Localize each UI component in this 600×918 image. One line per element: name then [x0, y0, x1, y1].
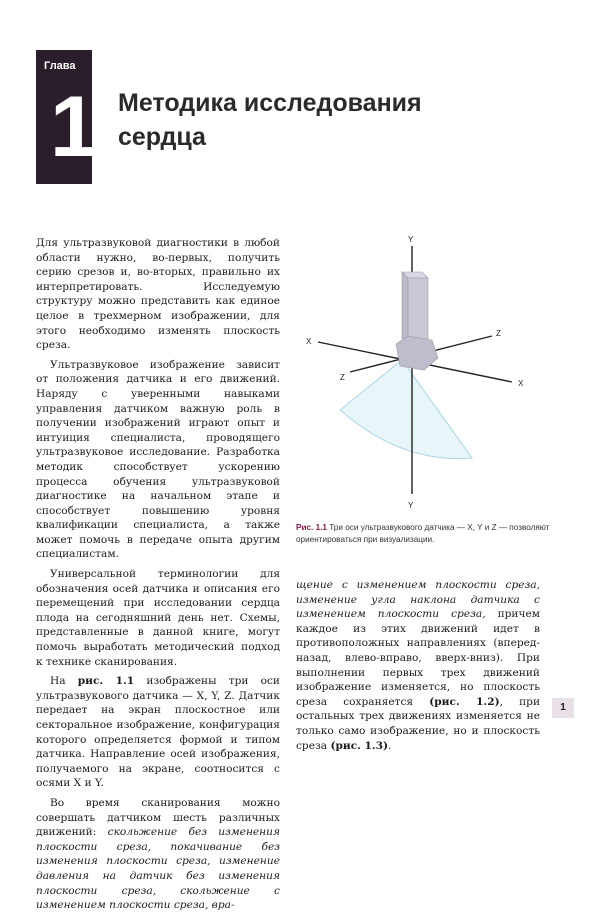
paragraph	[296, 578, 540, 753]
axis-label-y-top: Y	[408, 235, 414, 244]
beam-sector	[340, 360, 472, 459]
chapter-number: 1	[50, 79, 98, 175]
figure-ref: рис. 1.1	[77, 675, 135, 688]
chapter-title-line2: сердца	[118, 123, 206, 151]
text-run-italic: щение с изменением плоскости среза, изменение угла наклона датчика с изменением плоскости среза,	[296, 579, 540, 621]
left-column	[36, 236, 280, 918]
page-number: 1	[552, 698, 574, 718]
figure-caption	[296, 522, 552, 545]
axis-label-x-right: X	[518, 379, 524, 388]
paragraph: Универсальной терминологии для обозначения осей датчика и описания его перемещений при исследовании сердца плода на сегодняшний день нет. Схемы, представленные в данной книге, могут помочь выработать методический подход к технике сканирования.	[36, 568, 280, 668]
figure-ref: (рис. 1.2)	[429, 695, 500, 708]
probe-front	[408, 278, 428, 344]
paragraph: Для ультразвуковой диагностики в любой области нужно, во-первых, получить серию срезов и, во-вторых, правильно их интерпретировать. Исследуемую структуру можно представить как единое целое в трехмерном изображении, для этого необходимо изменять плоскость среза.	[36, 237, 280, 352]
chapter-title-line1: Методика исследования	[118, 89, 422, 117]
chapter-label: Глава	[44, 60, 76, 72]
text-run: На	[50, 675, 66, 688]
text-run: , при остальных трех движениях изменяется не только само изображение, но и плоскость среза	[296, 695, 541, 752]
probe-axes-illustration	[292, 232, 554, 514]
axis-label-y-bottom: Y	[408, 501, 414, 510]
figure-ref: (рис. 1.3)	[330, 739, 388, 752]
text-run: причем каждое из этих движений идет в противоположных направлениях (вперед-назад, влево-вправо, вверх-вниз). При выполнении первых трех движений изображение изменяется, но плоскость среза сохраняется	[296, 608, 540, 708]
axis-label-x-left: X	[306, 337, 312, 346]
paragraph: Ультразвуковое изображение зависит от положения датчика и его движений. Наряду с уверенными навыками управления датчиком важную роль в получении изображений играют опыт и интуиция специалиста, проводящего ультразвуковое исследование. Разработка методик способствует ускорению процесса обучения ультразвуковой диагностике на начальном этапе и способствует повышению уровня квалификации специалиста, а также может помочь в передаче опыта другим специалистам.	[36, 358, 280, 561]
paragraph	[36, 674, 280, 791]
chapter-box	[36, 50, 98, 184]
text-run-italic: скольжение без изменения плоскости среза, покачивание без изменения плоскости среза, изменение давления на датчик без изменения плоскости среза, скольжение с изменением плоскости среза, вра-	[36, 826, 281, 912]
text-run: изображены три оси ультразвукового датчика — X, Y, Z. Датчик передает на экран плоскостное или секторальное изображение, конфигурация которого определяется формой и типом датчика. Направление осей изображения, получаемого на экране, соотносится с осями X и Y.	[36, 675, 280, 790]
figure-1-1	[292, 232, 554, 514]
axis-label-z-left: Z	[340, 373, 345, 382]
caption-label: Рис. 1.1	[296, 523, 327, 532]
text-run: .	[388, 739, 392, 752]
paragraph	[36, 796, 280, 913]
text-run: Во время сканирования можно совершать датчиком шесть различных движений:	[36, 796, 280, 839]
axis-label-z-right: Z	[496, 329, 501, 338]
right-column	[296, 578, 540, 758]
chapter-title	[118, 86, 448, 154]
probe-side	[402, 272, 408, 344]
caption-text: Три оси ультразвукового датчика — X, Y и Z — позволяют ориентироваться при визуализации.	[296, 523, 550, 544]
